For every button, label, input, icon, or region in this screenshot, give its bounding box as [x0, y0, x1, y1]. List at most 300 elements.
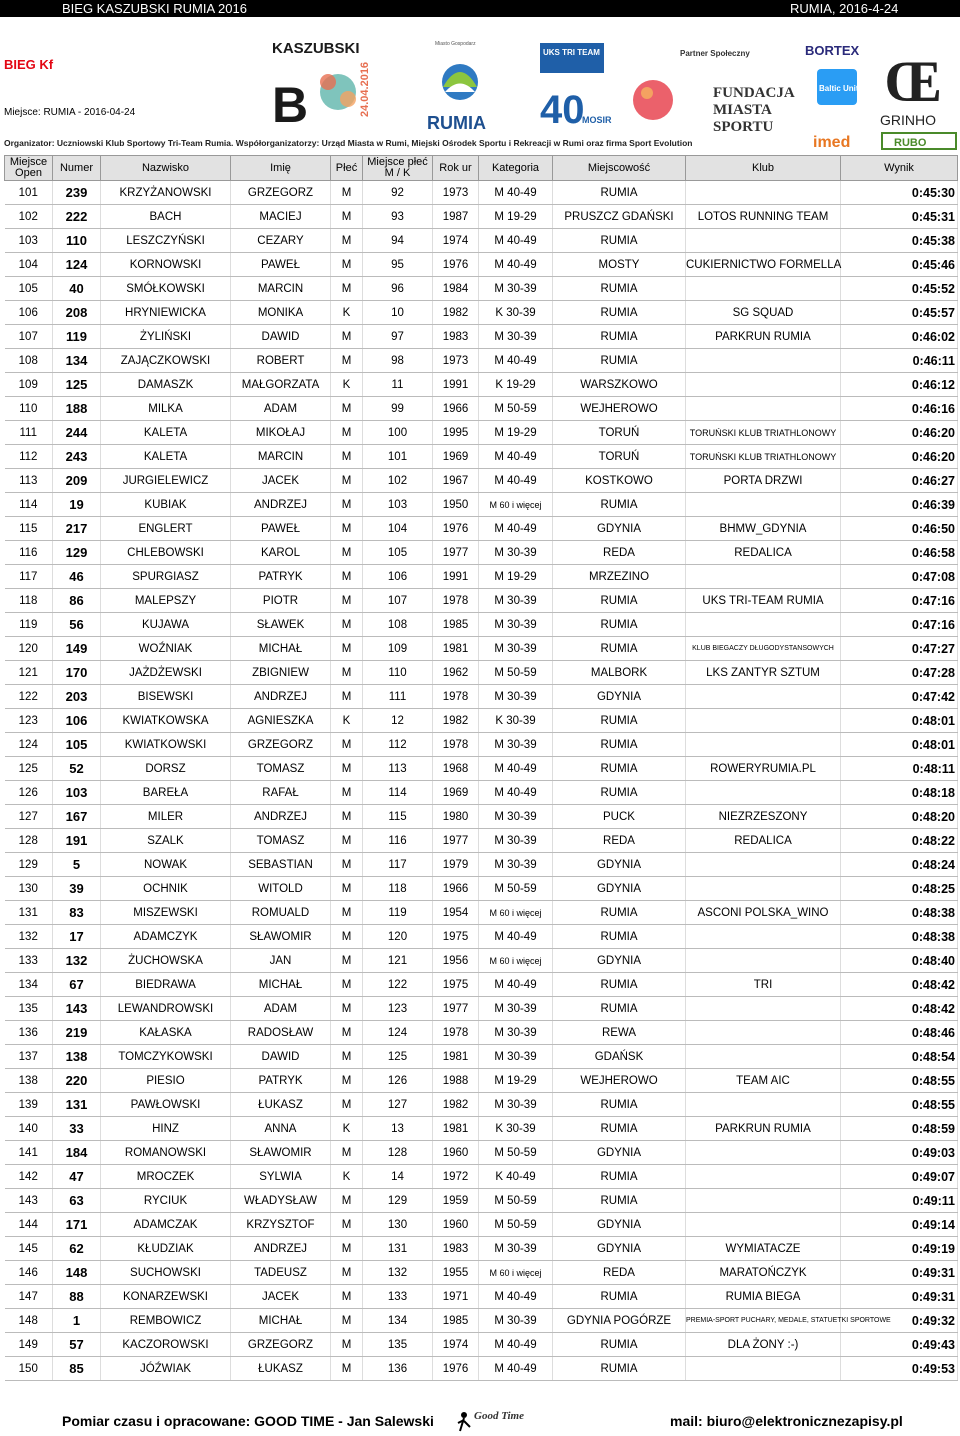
cell-result: 0:48:54: [841, 1045, 958, 1069]
cell-sex: M: [331, 469, 363, 493]
cell-club: [686, 349, 841, 373]
good-time-logo: [456, 1407, 524, 1433]
cell-sex: M: [331, 421, 363, 445]
cell-birth-year: 1954: [433, 901, 479, 925]
cell-birth-year: 1977: [433, 997, 479, 1021]
cell-first-name: GRZEGORZ: [231, 733, 331, 757]
table-row: [5, 253, 958, 277]
cell-place-sex: 12: [363, 709, 433, 733]
cell-category: M 40-49: [479, 469, 553, 493]
cell-birth-year: 1988: [433, 1069, 479, 1093]
cell-sex: M: [331, 877, 363, 901]
contact-email: mail: biuro@elektronicznezapisy.pl: [670, 1413, 903, 1429]
svg-text:SPORTU: SPORTU: [713, 119, 774, 135]
cell-city: RUMIA: [553, 901, 686, 925]
cell-bib-number: 1: [53, 1309, 101, 1333]
event-date: RUMIA, 2016-4-24: [790, 1, 899, 16]
cell-surname: ADAMCZAK: [101, 1213, 231, 1237]
cell-first-name: MICHAŁ: [231, 973, 331, 997]
cell-bib-number: 17: [53, 925, 101, 949]
cell-first-name: RADOSŁAW: [231, 1021, 331, 1045]
sponsors-logo: [805, 39, 877, 157]
cell-bib-number: 105: [53, 733, 101, 757]
cell-place-sex: 115: [363, 805, 433, 829]
svg-text:Miasto Gospodarz: Miasto Gospodarz: [435, 41, 476, 47]
cell-place-open: 132: [5, 925, 53, 949]
svg-text:RUBO: RUBO: [894, 137, 927, 149]
cell-club: [686, 853, 841, 877]
cell-club: [686, 781, 841, 805]
cell-place-open: 137: [5, 1045, 53, 1069]
cell-place-sex: 127: [363, 1093, 433, 1117]
cell-city: MRZEZINO: [553, 565, 686, 589]
cell-surname: REMBOWICZ: [101, 1309, 231, 1333]
cell-place-sex: 14: [363, 1165, 433, 1189]
cell-sex: M: [331, 277, 363, 301]
cell-place-open: 133: [5, 949, 53, 973]
cell-category: M 40-49: [479, 1285, 553, 1309]
cell-city: GDYNIA: [553, 853, 686, 877]
cell-bib-number: 88: [53, 1285, 101, 1309]
cell-result: 0:45:31: [841, 205, 958, 229]
cell-place-sex: 118: [363, 877, 433, 901]
cell-surname: ZAJĄCZKOWSKI: [101, 349, 231, 373]
cell-birth-year: 1976: [433, 1357, 479, 1381]
cell-bib-number: 209: [53, 469, 101, 493]
cell-category: M 40-49: [479, 925, 553, 949]
cell-first-name: MIKOŁAJ: [231, 421, 331, 445]
table-row: [5, 469, 958, 493]
cell-city: MALBORK: [553, 661, 686, 685]
cell-place-sex: 101: [363, 445, 433, 469]
cell-club: RUMIA BIEGA: [686, 1285, 841, 1309]
cell-surname: KWIATKOWSKA: [101, 709, 231, 733]
cell-first-name: WŁADYSŁAW: [231, 1189, 331, 1213]
table-row: [5, 1189, 958, 1213]
table-row: [5, 1309, 958, 1333]
table-row: [5, 637, 958, 661]
cell-surname: CHLEBOWSKI: [101, 541, 231, 565]
cell-surname: JURGIELEWICZ: [101, 469, 231, 493]
table-row: [5, 613, 958, 637]
cell-city: RUMIA: [553, 1333, 686, 1357]
table-row: [5, 949, 958, 973]
cell-birth-year: 1981: [433, 637, 479, 661]
table-row: [5, 277, 958, 301]
cell-city: GDYNIA: [553, 949, 686, 973]
cell-category: M 30-39: [479, 853, 553, 877]
cell-result: 0:45:46: [841, 253, 958, 277]
cell-surname: LEWANDROWSKI: [101, 997, 231, 1021]
table-row: [5, 1213, 958, 1237]
cell-club: TEAM AIC: [686, 1069, 841, 1093]
cell-city: REDA: [553, 1261, 686, 1285]
cell-place-sex: 121: [363, 949, 433, 973]
cell-city: REWA: [553, 1021, 686, 1045]
cell-bib-number: 170: [53, 661, 101, 685]
col-miejsce-open: Miejsce Open: [5, 156, 53, 181]
cell-bib-number: 134: [53, 349, 101, 373]
cell-place-open: 113: [5, 469, 53, 493]
cell-place-open: 146: [5, 1261, 53, 1285]
cell-category: M 40-49: [479, 1357, 553, 1381]
cell-result: 0:48:59: [841, 1117, 958, 1141]
svg-text:UKS TRI TEAM: UKS TRI TEAM: [543, 48, 600, 57]
cell-birth-year: 1991: [433, 373, 479, 397]
cell-club: TORUŃSKI KLUB TRIATHLONOWY: [686, 421, 841, 445]
cell-bib-number: 219: [53, 1021, 101, 1045]
cell-category: M 50-59: [479, 1189, 553, 1213]
cell-birth-year: 1966: [433, 397, 479, 421]
cell-first-name: CEZARY: [231, 229, 331, 253]
cell-place-sex: 109: [363, 637, 433, 661]
table-row: [5, 541, 958, 565]
table-row: [5, 1021, 958, 1045]
cell-surname: HINZ: [101, 1117, 231, 1141]
table-row: [5, 1093, 958, 1117]
cell-place-open: 115: [5, 517, 53, 541]
cell-result: 0:49:31: [841, 1285, 958, 1309]
cell-place-open: 128: [5, 829, 53, 853]
cell-sex: M: [331, 901, 363, 925]
table-row: [5, 205, 958, 229]
cell-bib-number: 85: [53, 1357, 101, 1381]
cell-birth-year: 1960: [433, 1141, 479, 1165]
cell-bib-number: 110: [53, 229, 101, 253]
cell-sex: M: [331, 973, 363, 997]
cell-sex: M: [331, 517, 363, 541]
cell-city: RUMIA: [553, 925, 686, 949]
cell-club: PARKRUN RUMIA: [686, 1117, 841, 1141]
cell-category: K 30-39: [479, 301, 553, 325]
cell-club: [686, 1189, 841, 1213]
cell-category: M 60 i więcej: [479, 949, 553, 973]
cell-surname: MILER: [101, 805, 231, 829]
cell-surname: PAWŁOWSKI: [101, 1093, 231, 1117]
cell-result: 0:48:01: [841, 733, 958, 757]
cell-bib-number: 39: [53, 877, 101, 901]
cell-result: 0:48:18: [841, 781, 958, 805]
cell-category: M 19-29: [479, 421, 553, 445]
cell-sex: M: [331, 613, 363, 637]
cell-result: 0:47:27: [841, 637, 958, 661]
cell-surname: SZALK: [101, 829, 231, 853]
cell-sex: M: [331, 781, 363, 805]
cell-surname: LESZCZYŃSKI: [101, 229, 231, 253]
cell-sex: M: [331, 637, 363, 661]
cell-first-name: PATRYK: [231, 565, 331, 589]
cell-city: REDA: [553, 541, 686, 565]
cell-result: 0:45:30: [841, 181, 958, 205]
table-row: [5, 229, 958, 253]
cell-club: DLA ŻONY :-): [686, 1333, 841, 1357]
cell-category: K 19-29: [479, 373, 553, 397]
cell-first-name: PAWEŁ: [231, 253, 331, 277]
cell-first-name: MONIKA: [231, 301, 331, 325]
cell-bib-number: 106: [53, 709, 101, 733]
cell-sex: M: [331, 1237, 363, 1261]
cell-category: M 19-29: [479, 1069, 553, 1093]
svg-text:FUNDACJA: FUNDACJA: [713, 85, 795, 101]
cell-place-sex: 102: [363, 469, 433, 493]
cell-place-open: 142: [5, 1165, 53, 1189]
svg-text:B: B: [272, 77, 309, 133]
cell-bib-number: 184: [53, 1141, 101, 1165]
cell-place-open: 105: [5, 277, 53, 301]
cell-bib-number: 19: [53, 493, 101, 517]
cell-bib-number: 46: [53, 565, 101, 589]
cell-city: GDYNIA: [553, 877, 686, 901]
cell-first-name: KAROL: [231, 541, 331, 565]
cell-surname: ADAMCZYK: [101, 925, 231, 949]
cell-sex: M: [331, 1069, 363, 1093]
cell-place-open: 118: [5, 589, 53, 613]
cell-result: 0:49:53: [841, 1357, 958, 1381]
cell-city: RUMIA: [553, 1165, 686, 1189]
cell-place-sex: 11: [363, 373, 433, 397]
cell-first-name: ANDRZEJ: [231, 805, 331, 829]
cell-first-name: GRZEGORZ: [231, 181, 331, 205]
cell-first-name: ROMUALD: [231, 901, 331, 925]
cell-birth-year: 1956: [433, 949, 479, 973]
cell-birth-year: 1980: [433, 805, 479, 829]
cell-first-name: DAWID: [231, 1045, 331, 1069]
col-kategoria: Kategoria: [479, 156, 553, 181]
cell-result: 0:46:58: [841, 541, 958, 565]
cell-city: MOSTY: [553, 253, 686, 277]
cell-bib-number: 220: [53, 1069, 101, 1093]
table-row: [5, 1069, 958, 1093]
cell-category: M 19-29: [479, 205, 553, 229]
cell-surname: JÓŹWIAK: [101, 1357, 231, 1381]
fundacja-logo: [625, 45, 805, 140]
cell-category: M 30-39: [479, 613, 553, 637]
cell-birth-year: 1975: [433, 973, 479, 997]
table-row: [5, 1141, 958, 1165]
table-row: [5, 1357, 958, 1381]
cell-birth-year: 1969: [433, 445, 479, 469]
cell-place-sex: 114: [363, 781, 433, 805]
cell-place-sex: 97: [363, 325, 433, 349]
col-imie: Imię: [231, 156, 331, 181]
cell-result: 0:46:11: [841, 349, 958, 373]
cell-birth-year: 1974: [433, 229, 479, 253]
cell-first-name: MICHAŁ: [231, 637, 331, 661]
cell-first-name: MICHAŁ: [231, 1309, 331, 1333]
cell-city: RUMIA: [553, 349, 686, 373]
cell-result: 0:49:32: [841, 1309, 958, 1333]
cell-result: 0:48:38: [841, 901, 958, 925]
cell-first-name: ANDRZEJ: [231, 493, 331, 517]
cell-birth-year: 1991: [433, 565, 479, 589]
cell-sex: M: [331, 853, 363, 877]
cell-surname: SPURGIASZ: [101, 565, 231, 589]
cell-place-open: 143: [5, 1189, 53, 1213]
table-row: [5, 1045, 958, 1069]
svg-text:imed: imed: [813, 134, 851, 151]
cell-surname: KUBIAK: [101, 493, 231, 517]
cell-city: RUMIA: [553, 781, 686, 805]
cell-surname: BISEWSKI: [101, 685, 231, 709]
cell-category: M 30-39: [479, 277, 553, 301]
cell-first-name: RAFAŁ: [231, 781, 331, 805]
cell-first-name: ANDRZEJ: [231, 685, 331, 709]
cell-bib-number: 129: [53, 541, 101, 565]
svg-text:MIASTA: MIASTA: [713, 102, 772, 118]
cell-first-name: PAWEŁ: [231, 517, 331, 541]
cell-first-name: ADAM: [231, 397, 331, 421]
footer: [0, 1405, 960, 1436]
table-row: [5, 877, 958, 901]
cell-result: 0:47:16: [841, 589, 958, 613]
cell-birth-year: 1960: [433, 1213, 479, 1237]
svg-text:Baltic United: Baltic United: [819, 84, 868, 93]
cell-sex: M: [331, 733, 363, 757]
table-row: [5, 997, 958, 1021]
cell-result: 0:48:22: [841, 829, 958, 853]
cell-bib-number: 132: [53, 949, 101, 973]
cell-bib-number: 83: [53, 901, 101, 925]
cell-club: [686, 373, 841, 397]
cell-place-open: 139: [5, 1093, 53, 1117]
cell-place-sex: 106: [363, 565, 433, 589]
table-row: [5, 709, 958, 733]
cell-city: RUMIA: [553, 997, 686, 1021]
cell-result: 0:46:27: [841, 469, 958, 493]
cell-club: TORUŃSKI KLUB TRIATHLONOWY: [686, 445, 841, 469]
cell-place-open: 114: [5, 493, 53, 517]
cell-city: GDYNIA: [553, 1141, 686, 1165]
cell-city: RUMIA: [553, 589, 686, 613]
cell-sex: M: [331, 325, 363, 349]
cell-place-sex: 126: [363, 1069, 433, 1093]
cell-first-name: MACIEJ: [231, 205, 331, 229]
cell-city: GDYNIA: [553, 685, 686, 709]
cell-place-open: 136: [5, 1021, 53, 1045]
cell-category: M 40-49: [479, 1333, 553, 1357]
cell-sex: M: [331, 1285, 363, 1309]
cell-sex: M: [331, 1333, 363, 1357]
cell-result: 0:48:38: [841, 925, 958, 949]
cell-bib-number: 125: [53, 373, 101, 397]
cell-birth-year: 1978: [433, 733, 479, 757]
cell-city: WEJHEROWO: [553, 397, 686, 421]
cell-city: RUMIA: [553, 637, 686, 661]
cell-place-sex: 128: [363, 1141, 433, 1165]
cell-club: [686, 1045, 841, 1069]
cell-surname: ENGLERT: [101, 517, 231, 541]
col-rok-ur: Rok ur: [433, 156, 479, 181]
cell-place-sex: 105: [363, 541, 433, 565]
cell-surname: MISZEWSKI: [101, 901, 231, 925]
cell-first-name: ŁUKASZ: [231, 1093, 331, 1117]
cell-first-name: TADEUSZ: [231, 1261, 331, 1285]
cell-category: M 40-49: [479, 973, 553, 997]
table-row: [5, 925, 958, 949]
table-row: [5, 421, 958, 445]
cell-birth-year: 1983: [433, 325, 479, 349]
cell-place-open: 141: [5, 1141, 53, 1165]
cell-birth-year: 1967: [433, 469, 479, 493]
cell-birth-year: 1982: [433, 709, 479, 733]
cell-category: M 30-39: [479, 685, 553, 709]
cell-first-name: ANDRZEJ: [231, 1237, 331, 1261]
cell-sex: M: [331, 253, 363, 277]
cell-place-sex: 100: [363, 421, 433, 445]
cell-bib-number: 239: [53, 181, 101, 205]
cell-club: [686, 181, 841, 205]
cell-bib-number: 208: [53, 301, 101, 325]
col-miejsce-plec: Miejsce płeć M / K: [363, 156, 433, 181]
cell-sex: M: [331, 829, 363, 853]
cell-surname: HRYNIEWICKA: [101, 301, 231, 325]
cell-sex: K: [331, 373, 363, 397]
cell-club: ROWERYRUMIA.PL: [686, 757, 841, 781]
cell-first-name: SEBASTIAN: [231, 853, 331, 877]
cell-place-open: 149: [5, 1333, 53, 1357]
cell-first-name: SYLWIA: [231, 1165, 331, 1189]
svg-text:24.04.2016: 24.04.2016: [359, 61, 371, 117]
cell-first-name: JAN: [231, 949, 331, 973]
cell-place-sex: 113: [363, 757, 433, 781]
cell-club: [686, 685, 841, 709]
cell-surname: WOŹNIAK: [101, 637, 231, 661]
cell-bib-number: 47: [53, 1165, 101, 1189]
cell-result: 0:48:42: [841, 973, 958, 997]
cell-place-sex: 94: [363, 229, 433, 253]
cell-city: TORUŃ: [553, 445, 686, 469]
cell-bib-number: 124: [53, 253, 101, 277]
cell-surname: DAMASZK: [101, 373, 231, 397]
cell-club: [686, 493, 841, 517]
cell-birth-year: 1973: [433, 181, 479, 205]
cell-category: M 30-39: [479, 1309, 553, 1333]
table-row: [5, 1117, 958, 1141]
cell-first-name: MAŁGORZATA: [231, 373, 331, 397]
cell-first-name: TOMASZ: [231, 829, 331, 853]
cell-result: 0:49:07: [841, 1165, 958, 1189]
cell-sex: M: [331, 805, 363, 829]
cell-result: 0:49:43: [841, 1333, 958, 1357]
col-wynik: Wynik: [841, 156, 958, 181]
cell-birth-year: 1979: [433, 853, 479, 877]
cell-city: KOSTKOWO: [553, 469, 686, 493]
table-row: [5, 829, 958, 853]
cell-city: PRUSZCZ GDAŃSKI: [553, 205, 686, 229]
cell-sex: M: [331, 493, 363, 517]
cell-club: UKS TRI-TEAM RUMIA: [686, 589, 841, 613]
cell-birth-year: 1976: [433, 253, 479, 277]
cell-club: PORTA DRZWI: [686, 469, 841, 493]
cell-sex: M: [331, 925, 363, 949]
cell-bib-number: 148: [53, 1261, 101, 1285]
cell-result: 0:48:55: [841, 1093, 958, 1117]
cell-first-name: DAWID: [231, 325, 331, 349]
cell-club: [686, 1213, 841, 1237]
cell-bib-number: 167: [53, 805, 101, 829]
table-header: [5, 156, 958, 181]
cell-category: M 40-49: [479, 349, 553, 373]
cell-category: M 40-49: [479, 181, 553, 205]
table-row: [5, 1333, 958, 1357]
cell-club: LKS ZANTYR SZTUM: [686, 661, 841, 685]
cell-place-sex: 129: [363, 1189, 433, 1213]
cell-category: M 30-39: [479, 1045, 553, 1069]
cell-place-sex: 104: [363, 517, 433, 541]
cell-place-open: 108: [5, 349, 53, 373]
cell-birth-year: 1977: [433, 829, 479, 853]
cell-sex: M: [331, 589, 363, 613]
